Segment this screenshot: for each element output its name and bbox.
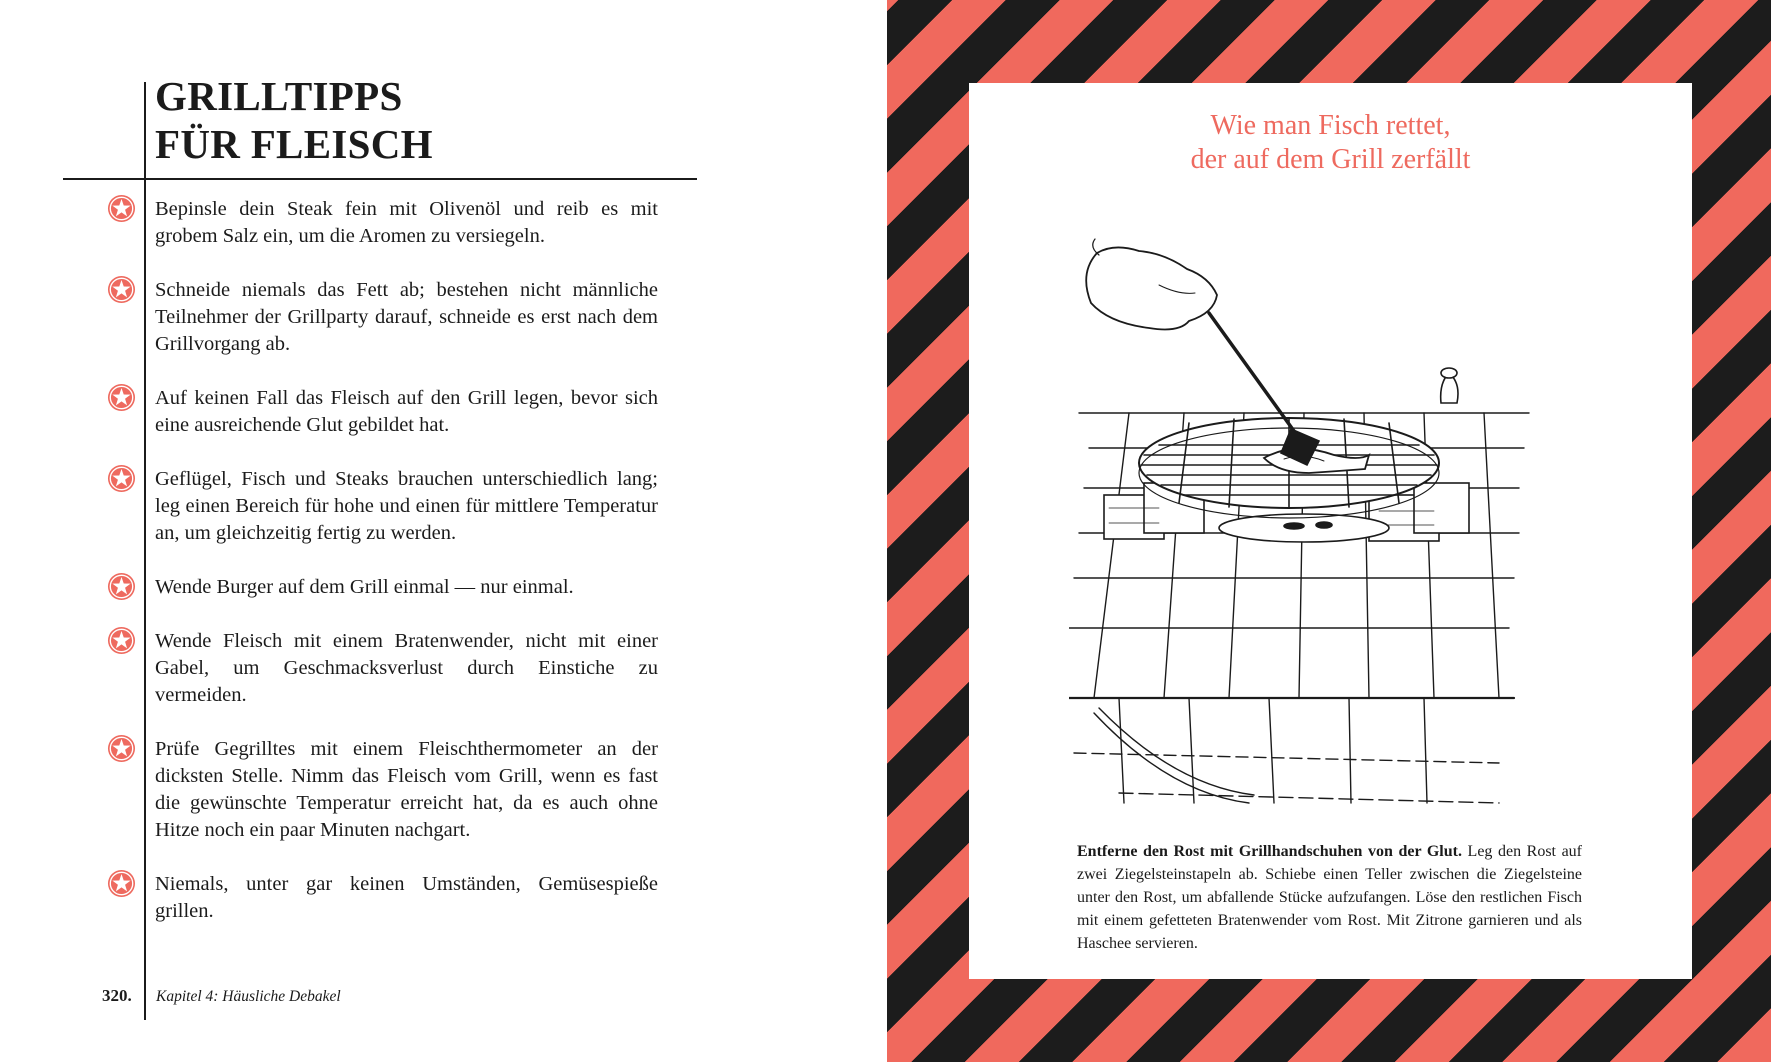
tip-text: Wende Burger auf dem Grill einmal — nur einmal. [155,576,574,598]
tip-text: Prüfe Gegrilltes mit einem Fleischthermometer an der dicksten Stelle. Nimm das Fleisch vom Grill, wenn es fast die gewünschte Temperatur erreicht hat, da es auch ohne Hitze noch ein paar Minuten nachgart. [155,738,658,841]
tip-item [155,385,658,439]
tip-item [155,871,658,925]
chapter-label: Kapitel 4: Häusliche Debakel [156,988,341,1005]
tip-text: Wende Fleisch mit einem Bratenwender, nicht mit einer Gabel, um Geschmacksverlust durch Einstiche zu vermeiden. [155,630,658,706]
star-in-circle-icon [107,572,136,601]
card-title-line-1: Wie man Fisch rettet, [1210,110,1451,141]
title-rule [63,178,697,180]
tip-item [155,466,658,547]
tip-item [155,736,658,844]
tip-item [155,277,658,358]
card-title-line-2: der auf dem Grill zerfällt [1190,144,1471,175]
right-page [887,0,1771,1062]
instruction-card [969,83,1692,979]
page-number: 320. [102,986,132,1005]
page-title-line-1: GRILLTIPPS [155,73,403,119]
tip-text: Niemals, unter gar keinen Umständen, Gemüsespieße grillen. [155,873,658,922]
card-title [969,109,1692,177]
tip-text: Schneide niemals das Fett ab; bestehen nicht männliche Teilnehmer der Grillparty darauf, schneide es erst nach dem Grillvorgang ab. [155,279,658,355]
caption-lead: Entferne den Rost mit Grillhandschuhen von der Glut. [1077,843,1462,860]
gloved-hand [1086,247,1217,329]
page-title-line-2: FÜR FLEISCH [155,121,433,167]
caption-body: Leg den Rost auf zwei Ziegelsteinstapeln ab. Schiebe einen Teller zwischen die Ziegelsteine unter den Rost, um abfallende Stücke aufzufangen. Löse den restlichen Fisch mit einem gefetteten Bratenwender vom Rost. Mit Zitrone garnieren und als Haschee servieren. [1077,843,1583,952]
grill-rescue-illustration [1069,233,1569,823]
star-in-circle-icon [107,464,136,493]
star-in-circle-icon [107,194,136,223]
page-title [155,72,433,168]
star-in-circle-icon [107,734,136,763]
tip-text: Bepinsle dein Steak fein mit Olivenöl und reib es mit grobem Salz ein, um die Aromen zu versiegeln. [155,198,658,247]
star-in-circle-icon [107,869,136,898]
tip-text: Auf keinen Fall das Fleisch auf den Grill legen, bevor sich eine ausreichende Glut gebildet hat. [155,387,658,436]
tip-item [155,628,658,709]
star-in-circle-icon [107,626,136,655]
vertical-rule [144,82,146,1020]
card-caption [1077,840,1582,955]
star-in-circle-icon [107,383,136,412]
star-in-circle-icon [107,275,136,304]
tip-text: Geflügel, Fisch und Steaks brauchen unterschiedlich lang; leg einen Bereich für hohe und einen für mittlere Temperatur an, um gleichzeitig fertig zu werden. [155,468,658,544]
tip-item [155,196,658,250]
tip-item [155,574,658,601]
